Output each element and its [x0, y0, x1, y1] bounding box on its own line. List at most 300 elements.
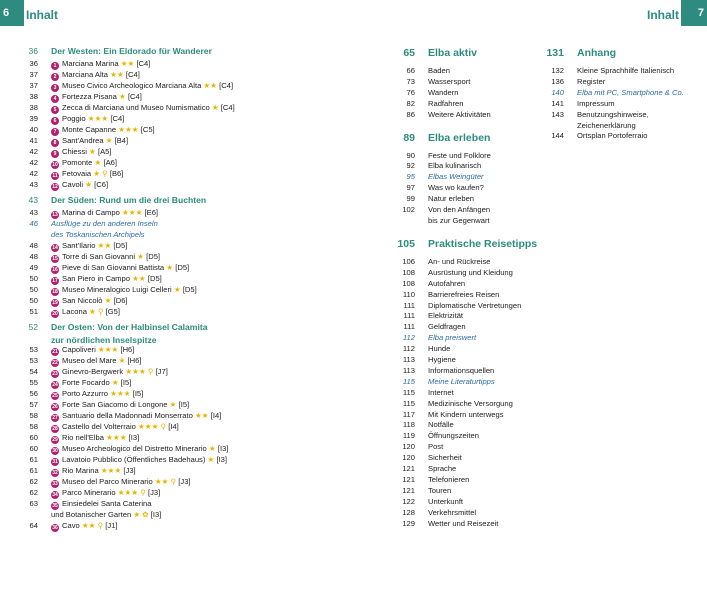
toc-entry: [14, 103, 344, 114]
rating-stars: ★ ⚲: [89, 306, 104, 316]
entry-text: [415, 410, 504, 421]
sight-number-badge: 27: [52, 415, 58, 422]
entry-text: [38, 59, 150, 70]
section-heading: [391, 46, 541, 60]
page-number: 73: [406, 76, 415, 86]
page-number: 50: [29, 284, 38, 294]
entry-title: Zeichenerklärung: [577, 120, 636, 130]
map-grid-reference: [J7]: [155, 367, 168, 377]
page-number: 61: [29, 455, 38, 465]
sight-number-badge: 33: [52, 481, 58, 488]
map-grid-reference: [B4]: [114, 135, 129, 145]
entry-text: [38, 103, 235, 114]
entry-text: [38, 400, 189, 411]
toc-entry: [14, 367, 344, 378]
rating-stars: ★★★: [100, 466, 122, 476]
map-grid-reference: [C4]: [110, 113, 125, 123]
sight-number-badge: 10: [52, 161, 58, 168]
rating-stars: ★: [119, 91, 126, 101]
rating-stars: ★★ ⚲: [81, 521, 104, 531]
entry-text: [38, 455, 227, 466]
section-heading: [391, 237, 541, 251]
entry-title: bis zur Gegenwart: [428, 215, 490, 225]
toc-entry: [14, 422, 344, 433]
entry-text: [38, 433, 139, 444]
rating-stars: ★★★: [121, 207, 143, 217]
sight-number-badge: 19: [52, 299, 58, 306]
section-title: Praktische Reisetipps: [428, 237, 538, 250]
toc-entry: [391, 486, 541, 497]
sight-number-badge: 14: [52, 244, 58, 251]
contents-column-west-south-east: [14, 46, 344, 532]
page-number: 42: [29, 146, 38, 156]
sight-number-badge: 30: [52, 448, 58, 455]
entry-text: [38, 147, 111, 158]
rating-stars: ★★★: [118, 124, 139, 134]
entry-title: Touren: [428, 485, 452, 495]
map-grid-reference: [D5]: [146, 251, 161, 261]
toc-entry: [391, 344, 541, 355]
page-number: 95: [406, 172, 415, 182]
toc-entry: [14, 169, 344, 180]
page-number: [391, 216, 415, 227]
section-page-number: 105: [397, 237, 415, 250]
page-number: 63: [29, 499, 38, 509]
map-grid-reference: [J3]: [147, 488, 161, 498]
entry-title: Santuario della Madonnadi Monserrato: [62, 411, 193, 421]
entry-text: [38, 136, 128, 147]
entry-text: [38, 230, 145, 241]
entry-text: [415, 344, 450, 355]
entry-title: und Botanischer Garten: [51, 510, 132, 520]
entry-title: San Piero in Campo: [62, 273, 130, 283]
map-grid-reference: [H6]: [127, 356, 142, 366]
entry-title: Internet: [428, 387, 454, 397]
page-number: 46: [29, 218, 38, 228]
rating-stars: ★: [104, 295, 112, 305]
entry-title: Pomonte: [62, 157, 93, 167]
right-page-title: Inhalt: [647, 8, 679, 22]
entry-title: Marciana Marina: [62, 58, 119, 68]
entry-text: [38, 488, 160, 499]
entry-text: [38, 252, 160, 263]
sight-number-badge: 7: [51, 128, 59, 136]
section-heading: [14, 195, 344, 206]
page-number: 111: [403, 300, 415, 310]
entry-title: Cavo: [62, 521, 80, 531]
sight-number-badge: 16: [52, 266, 58, 273]
entry-text: [415, 279, 465, 290]
entry-text: [38, 307, 120, 318]
entry-title: Geldfragen: [428, 322, 466, 332]
rating-stars: ★: [118, 356, 126, 366]
entry-title: Informationsquellen: [428, 365, 495, 375]
toc-entry: [14, 147, 344, 158]
toc-entry: [391, 497, 541, 508]
toc-entry: [14, 114, 344, 125]
entry-text: [415, 110, 491, 121]
toc-entry: [391, 66, 541, 77]
entry-title: Fortezza Pisana: [62, 91, 117, 101]
toc-entry: [391, 172, 541, 183]
sight-number-badge: 1: [51, 62, 59, 70]
sight-number-badge: 12: [52, 183, 58, 190]
page-number: 48: [29, 240, 38, 250]
entry-title: Baden: [428, 66, 450, 75]
rating-stars: ★★★: [110, 389, 131, 399]
page-number: 115: [402, 387, 415, 397]
sight-number-badge: 26: [52, 404, 58, 411]
entry-title: Lavatoio Pubblico (Öffentliches Badehaus): [62, 455, 206, 465]
entry-text: [38, 335, 157, 346]
entry-title: Rio Marina: [62, 466, 99, 476]
entry-text: [38, 367, 168, 378]
toc-entry: [14, 219, 344, 230]
entry-title: Elbas Weingüter: [428, 172, 484, 182]
section-heading: [391, 131, 541, 145]
section-page-number: 131: [546, 47, 564, 59]
rating-stars: ★: [166, 262, 174, 272]
entry-title: Weitere Aktivitäten: [428, 109, 491, 119]
page-number: 58: [29, 422, 38, 432]
toc-entry: [540, 121, 700, 132]
entry-title: Elba kulinarisch: [428, 161, 482, 171]
toc-entry: [391, 290, 541, 301]
entry-text: [564, 121, 636, 132]
entry-text: [38, 263, 189, 274]
page-number: 52: [28, 321, 38, 332]
sight-number-badge: 36: [52, 525, 58, 532]
sight-number-badge: 29: [52, 437, 58, 444]
entry-title: Castello del Volterraio: [62, 422, 136, 432]
page-number: 108: [402, 267, 415, 277]
entry-title: Marina di Campo: [62, 207, 120, 217]
toc-entry: [14, 411, 344, 422]
entry-title: Register: [577, 76, 606, 86]
toc-entry: [14, 158, 344, 169]
entry-text: [415, 519, 498, 530]
entry-text: [38, 169, 123, 180]
toc-entry: [391, 442, 541, 453]
entry-text: [38, 389, 143, 400]
page-number: 38: [29, 102, 38, 112]
toc-entry: [14, 345, 344, 356]
entry-title: Einsiedelei Santa Caterina: [62, 499, 152, 509]
page-number: 121: [402, 475, 415, 484]
entry-text: [564, 99, 615, 110]
entry-text: [415, 151, 491, 162]
page-number: 86: [406, 109, 415, 119]
page-number: 128: [402, 507, 415, 517]
entry-text: [415, 205, 490, 216]
entry-text: [38, 378, 131, 389]
sight-number-badge: 6: [51, 117, 59, 125]
page-number: 120: [402, 453, 415, 463]
entry-title: Chiessi: [62, 146, 87, 156]
entry-title: Capoliveri: [62, 345, 96, 355]
rating-stars: ★★★ ⚲: [117, 488, 146, 498]
toc-entry: [391, 279, 541, 290]
entry-title: Cavoli: [62, 179, 84, 189]
entry-title: Medizinische Versorgung: [428, 398, 513, 408]
page-number: 111: [403, 311, 415, 321]
entry-title: Diplomatische Vertretungen: [428, 300, 522, 310]
toc-entry: [391, 508, 541, 519]
map-grid-reference: [I5]: [178, 400, 190, 410]
map-grid-reference: [H6]: [120, 345, 135, 355]
page-number: 113: [402, 355, 415, 365]
toc-entry: [391, 216, 541, 227]
page-number: 56: [29, 389, 38, 399]
toc-entry: [391, 110, 541, 121]
toc-entry: [14, 307, 344, 318]
top-bar: [0, 0, 707, 26]
entry-text: [38, 422, 179, 433]
page-number: 42: [29, 157, 38, 167]
map-grid-reference: [B6]: [109, 168, 124, 178]
page-number: 62: [29, 477, 38, 487]
toc-entry: [391, 377, 541, 388]
entry-title: Der Osten: Von der Halbinsel Calamita: [51, 321, 208, 332]
section-heading: [14, 322, 344, 333]
entry-text: [38, 285, 197, 296]
entry-title: Elba mit PC, Smartphone & Co.: [577, 87, 684, 97]
sight-number-badge: 21: [52, 349, 58, 356]
page-number: 53: [29, 345, 38, 355]
rating-stars: ★★: [120, 58, 135, 68]
toc-entry: [540, 131, 700, 142]
entry-text: [38, 296, 128, 307]
entry-title: Unterkunft: [428, 496, 464, 506]
toc-entry: [391, 99, 541, 110]
page-number: 50: [29, 273, 38, 283]
toc-entry: [391, 519, 541, 530]
section-heading: [14, 335, 344, 346]
page-number: 48: [29, 251, 38, 261]
rating-stars: ★★ ⚲: [154, 477, 177, 487]
page-number: 43: [29, 207, 38, 217]
map-grid-reference: [I3]: [217, 444, 229, 454]
map-grid-reference: [G5]: [105, 306, 121, 316]
rating-stars: ★★: [97, 240, 112, 250]
page-number: 43: [28, 194, 38, 205]
page-number: 120: [402, 442, 415, 452]
map-grid-reference: [D5]: [147, 273, 162, 283]
sight-number-badge: 34: [52, 492, 58, 499]
entry-text: [38, 125, 155, 136]
toc-entry: [540, 88, 700, 99]
entry-text: [38, 477, 191, 488]
sight-number-badge: 15: [52, 255, 58, 262]
page-number: 97: [406, 183, 415, 193]
page-number: 39: [29, 113, 38, 123]
entry-title: Porto Azzurro: [62, 389, 109, 399]
entry-text: [415, 183, 484, 194]
section-title: Anhang: [577, 47, 617, 59]
entry-title: Meine Literaturtipps: [428, 376, 495, 386]
rating-stars: ★★★ ⚲: [138, 422, 167, 432]
toc-entry: [14, 230, 344, 241]
toc-entry: [14, 296, 344, 307]
rating-stars: ★★: [110, 69, 124, 79]
entry-title: Autofahren: [428, 278, 466, 288]
sight-number-badge: 5: [51, 106, 59, 114]
entry-text: [415, 420, 454, 431]
entry-title: Von den Anfängen: [428, 205, 491, 215]
map-grid-reference: [I4]: [168, 422, 179, 432]
entry-title: Wetter und Reisezeit: [428, 518, 499, 528]
toc-entry: [14, 70, 344, 81]
toc-entry: [391, 410, 541, 421]
entry-title: Barrierefreies Reisen: [428, 289, 500, 299]
page-number: [14, 335, 38, 346]
sight-number-badge: 20: [52, 310, 58, 317]
section-page-number: 89: [403, 131, 415, 144]
section-heading: [14, 46, 344, 57]
entry-title: San Niccolò: [62, 295, 103, 305]
entry-text: [415, 508, 476, 519]
map-grid-reference: [C4]: [219, 80, 234, 90]
sight-number-badge: 22: [52, 360, 58, 367]
toc-entry: [14, 378, 344, 389]
sight-number-badge: 11: [52, 172, 58, 179]
page-number: 90: [406, 150, 415, 160]
page-number: 129: [402, 518, 415, 528]
entry-text: [38, 92, 142, 103]
rating-stars: ★: [208, 444, 216, 454]
page-number: 38: [29, 91, 38, 101]
page-number: 112: [402, 344, 415, 354]
left-page-title: Inhalt: [26, 8, 58, 22]
entry-text: [38, 411, 221, 422]
toc-entry: [391, 475, 541, 486]
entry-text: [415, 431, 479, 442]
section-heading: [540, 46, 700, 60]
rating-stars: ★★: [195, 411, 209, 421]
page-number: 111: [403, 322, 415, 332]
entry-text: [415, 464, 456, 475]
entry-text: [415, 475, 469, 486]
entry-title: Museo Archeologico del Distretto Minerario: [62, 444, 207, 454]
entry-title: Monte Capanne: [62, 124, 117, 134]
page-number: 60: [29, 444, 38, 454]
entry-text: [564, 88, 684, 99]
toc-entry: [14, 389, 344, 400]
entry-text: [38, 70, 140, 81]
toc-entry: [540, 77, 700, 88]
toc-entry: [14, 400, 344, 411]
page-number: 42: [29, 168, 38, 178]
toc-entry: [391, 151, 541, 162]
entry-text: [415, 366, 494, 377]
map-grid-reference: [C5]: [140, 124, 155, 134]
toc-entry: [391, 366, 541, 377]
entry-title: Forte San Giacomo di Longone: [62, 400, 168, 410]
toc-entry: [391, 322, 541, 333]
toc-entry: [14, 285, 344, 296]
entry-text: [38, 81, 233, 92]
page-number: 121: [402, 464, 415, 474]
toc-entry: [14, 521, 344, 532]
page-number: 122: [402, 496, 415, 506]
map-grid-reference: [I5]: [120, 378, 132, 388]
entry-title: Ausflüge zu den anderen Inseln: [51, 218, 158, 228]
entry-text: [415, 161, 481, 172]
section-title: Elba erleben: [428, 131, 491, 144]
entry-title: Radfahren: [428, 98, 464, 108]
toc-entry: [14, 356, 344, 367]
toc-entry: [14, 208, 344, 219]
entry-text: [564, 131, 647, 142]
entry-title: Verkehrsmittel: [428, 507, 477, 517]
toc-entry: [14, 499, 344, 510]
page-number: 140: [551, 87, 564, 97]
entry-text: [564, 110, 649, 121]
entry-title: Feste und Folklore: [428, 150, 491, 160]
sight-number-badge: 9: [51, 150, 59, 158]
entry-title: Post: [428, 442, 444, 452]
map-grid-reference: [D5]: [182, 284, 197, 294]
map-grid-reference: [J1]: [105, 521, 118, 531]
page-number: 55: [29, 378, 38, 388]
page-number: 99: [406, 194, 415, 204]
rating-stars: ★★★: [106, 433, 127, 443]
entry-title: Zecca di Marciana und Museo Numismatico: [62, 102, 210, 112]
right-page-number: 7: [681, 0, 707, 26]
toc-entry: [391, 355, 541, 366]
entry-title: Pieve di San Giovanni Battista: [62, 262, 165, 272]
page-number: 61: [29, 466, 38, 476]
rating-stars: ★: [105, 135, 113, 145]
sight-number-badge: 25: [52, 393, 58, 400]
sight-number-badge: 4: [51, 95, 59, 103]
entry-text: [38, 46, 212, 57]
sight-number-badge: 18: [52, 288, 58, 295]
map-grid-reference: [A5]: [97, 146, 112, 156]
entry-title: Ausrüstung und Kleidung: [428, 267, 513, 277]
toc-entry: [391, 88, 541, 99]
entry-title: Elektrizität: [428, 311, 464, 321]
toc-entry: [391, 464, 541, 475]
rating-stars: ★: [173, 284, 181, 294]
entry-title: Wassersport: [428, 76, 471, 86]
toc-entry: [14, 125, 344, 136]
toc-entry: [14, 241, 344, 252]
entry-text: [415, 333, 476, 344]
page-number: 58: [29, 411, 38, 421]
page-number: 64: [29, 521, 38, 531]
entry-title: Parco Minerario: [62, 488, 116, 498]
toc-entry: [540, 110, 700, 121]
toc-entry: [14, 59, 344, 70]
entry-text: [415, 453, 462, 464]
entry-text: [415, 377, 495, 388]
toc-entry: [14, 444, 344, 455]
page-number: 66: [406, 66, 415, 75]
page-number: 54: [29, 367, 38, 377]
entry-text: [415, 77, 470, 88]
toc-entry: [540, 99, 700, 110]
toc-entry: [14, 510, 344, 521]
section-page-number: 65: [403, 47, 415, 59]
entry-text: [38, 322, 207, 333]
map-grid-reference: [C4]: [220, 102, 235, 112]
page-number: 110: [402, 289, 415, 299]
entry-title: zur nördlichen Inselspitze: [51, 334, 157, 345]
rating-stars: ★: [207, 455, 215, 465]
entry-title: Benutzungshinweise,: [577, 109, 649, 119]
entry-title: Kleine Sprachhilfe Italienisch: [577, 66, 675, 75]
